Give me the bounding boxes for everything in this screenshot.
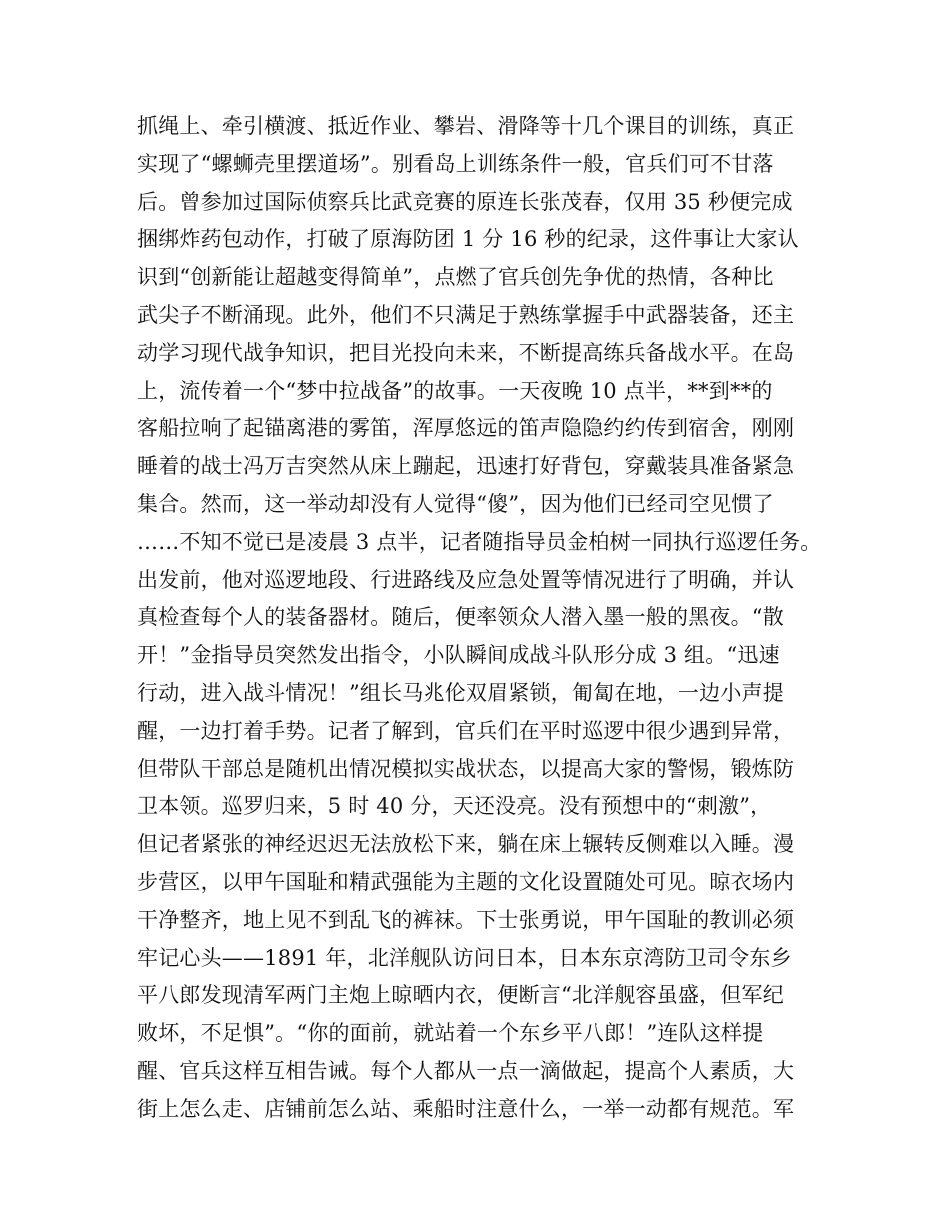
text-line: 干净整齐，地上见不到乱飞的裤袜。下士张勇说，甲午国耻的教训必须	[137, 907, 795, 932]
text-line: 集合。然而，这一举动却没有人觉得“傻”，因为他们已经司空见惯了	[137, 491, 774, 516]
text-line: 后。曾参加过国际侦察兵比武竞赛的原连长张茂春，仅用 35 秒便完成	[137, 189, 793, 214]
text-line: 牢记心头——1891 年，北洋舰队访问日本，日本东京湾防卫司令东乡	[137, 945, 792, 970]
text-line: 行动，进入战斗情况！”组长马兆伦双眉紧锁，匍匐在地，一边小声提	[137, 680, 784, 705]
text-line: 醒、官兵这样互相告诫。每个人都从一点一滴做起，提高个人素质，大	[137, 1058, 795, 1083]
text-line: 实现了“螺蛳壳里摆道场”。别看岛上训练条件一般，官兵们可不甘落	[137, 151, 774, 176]
text-line: 真检查每个人的装备器材。随后，便率领众人潜入墨一般的黑夜。“散	[137, 605, 784, 630]
text-line: 动学习现代战争知识，把目光投向未来，不断提高练兵备战水平。在岛	[137, 340, 795, 365]
text-line: 识到“创新能让超越变得简单”，点燃了官兵创先争优的热情，各种比	[137, 265, 774, 290]
text-line: 客船拉响了起锚离港的雾笛，浑厚悠远的笛声隐隐约约传到宿舍，刚刚	[137, 416, 795, 441]
body-text	[137, 108, 827, 1129]
text-line: 抓绳上、牵引横渡、抵近作业、攀岩、滑降等十几个课目的训练，真正	[137, 114, 795, 138]
text-line: 步营区，以甲午国耻和精武强能为主题的文化设置随处可见。晾衣场内	[137, 869, 795, 894]
text-line: 捆绑炸药包动作，打破了原海防团 1 分 16 秒的纪录，这件事让大家认	[137, 227, 799, 252]
text-line: 卫本领。巡罗归来，5 时 40 分，天还没亮。没有预想中的“刺激”，	[137, 794, 772, 819]
text-line: 但记者紧张的神经迟迟无法放松下来，躺在床上辗转反侧难以入睡。漫	[137, 832, 795, 857]
text-line: 睡着的战士冯万吉突然从床上蹦起，迅速打好背包，穿戴装具准备紧急	[137, 454, 795, 479]
text-line: 开！”金指导员突然发出指令，小队瞬间成战斗队形分成 3 组。“迅速	[137, 643, 780, 668]
text-line: 但带队干部总是随机出情况模拟实战状态，以提高大家的警惕，锻炼防	[137, 756, 795, 781]
text-line: 上，流传着一个“梦中拉战备”的故事。一天夜晚 10 点半，**到**的	[137, 378, 773, 403]
text-line: ……不知不觉已是凌晨 3 点半，记者随指导员金柏树一同执行巡逻任务。	[137, 529, 822, 554]
text-line: 武尖子不断涌现。此外，他们不只满足于熟练掌握手中武器装备，还主	[137, 302, 795, 327]
text-line: 街上怎么走、店铺前怎么站、乘船时注意什么，一举一动都有规范。军	[137, 1096, 795, 1121]
text-line: 败坏，不足惧”。“你的面前，就站着一个东乡平八郎！”连队这样提	[137, 1021, 764, 1046]
text-line: 平八郎发现清军两门主炮上晾晒内衣，便断言“北洋舰容虽盛，但军纪	[137, 983, 784, 1008]
text-line: 出发前，他对巡逻地段、行进路线及应急处置等情况进行了明确，并认	[137, 567, 795, 592]
text-line: 醒，一边打着手势。记者了解到，官兵们在平时巡逻中很少遇到异常，	[137, 718, 795, 743]
